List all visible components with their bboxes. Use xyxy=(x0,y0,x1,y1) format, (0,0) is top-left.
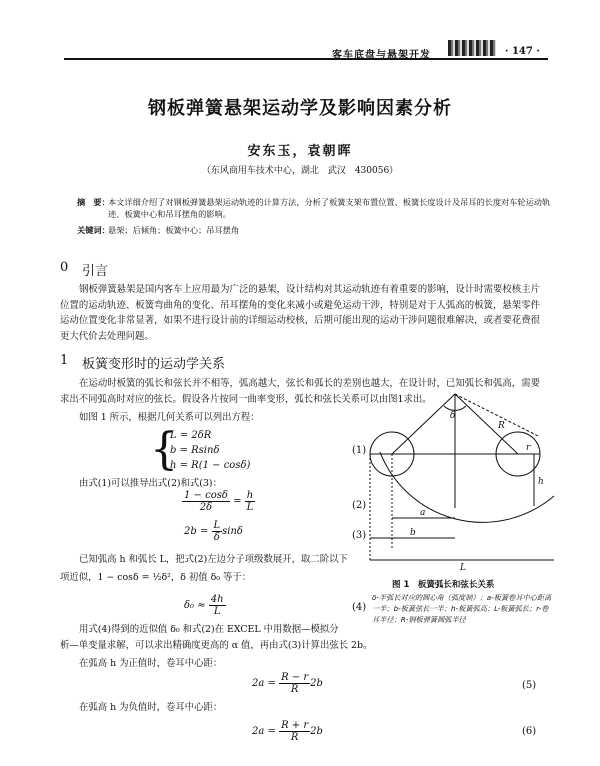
eq2-denominator: 2δ xyxy=(199,502,213,513)
eq6-tail: 2b xyxy=(310,726,323,737)
equation-4 xyxy=(184,594,226,617)
section-1-title: 板簧变形时的运动学关系 xyxy=(82,357,226,372)
eq3-tail: sinδ xyxy=(222,526,243,537)
section-0-title: 引言 xyxy=(82,264,109,279)
spring-arc xyxy=(380,452,554,522)
section-1-paragraph-2: 如图 1 所示，根据几何关系可以列出方程： xyxy=(79,412,260,423)
label-L: L xyxy=(460,563,466,573)
eq5-tail: 2b xyxy=(310,678,323,689)
eq3-lhs: 2b = xyxy=(184,526,209,537)
equation-3 xyxy=(184,520,243,543)
equation-1-brace: { xyxy=(150,424,178,475)
paragraph-3-line-1: 用式(4)得到的近似值 δ₀ 和式(2)在 EXCEL 中用数据—模拟分 xyxy=(79,624,339,635)
authors: 安东玉，袁朝晖 xyxy=(247,144,353,159)
eq2-rhs-denominator: L xyxy=(246,502,254,513)
section-1-paragraph-1: 在运动时板簧的弧长和弦长并不相等，弧高越大，弦长和弧长的差别也越大，在设计时，已知弧长和弧高，需要求出不同弧高时对应的弦长。假设各片按同一曲率变形，弧长和弦长关系可以由图1求出。 xyxy=(60,378,540,405)
eq5-denominator: R xyxy=(290,684,299,695)
abstract-text: 本文详细介绍了对钢板弹簧悬架运动轨迹的计算方法，分析了板簧支架布置位置、板簧长度设计及吊耳的长度对车轮运动轨迹、板簧中心和吊耳摆角的影响。 xyxy=(108,197,551,219)
equation-2 xyxy=(182,490,255,513)
header-ornament xyxy=(448,40,496,56)
paragraph-3-line-2: 析—单变量求解，可以求出精确度更高的 α 值，再由式(3)计算出弦长 2b。 xyxy=(60,640,373,651)
eq3-denominator: δ xyxy=(213,532,220,543)
section-0-number: 0 xyxy=(60,260,69,275)
radius-line-right xyxy=(455,394,518,454)
eq5-lhs: 2a = xyxy=(252,678,276,689)
eq2-equals: = xyxy=(233,496,242,507)
label-a: a xyxy=(420,508,426,518)
approx-line-1: 已知弧高 h 和弧长 L，把式(2)左边分子项级数展开，取二阶以下 xyxy=(79,554,348,565)
running-header-journal: 客车底盘与悬架开发 xyxy=(332,50,431,61)
eq6-numerator: R + r xyxy=(281,720,309,731)
equation-1-line-3: h = R(1 − cosδ) xyxy=(170,460,251,471)
equation-1-number: (1) xyxy=(352,445,367,456)
affiliation: （东风商用车技术中心，湖北 武汉 430056） xyxy=(201,166,399,176)
equation-6-number: (6) xyxy=(522,726,537,737)
eq2-numerator: 1 − cosδ xyxy=(184,490,228,501)
eq4-numerator: 4h xyxy=(210,594,224,605)
equation-1-line-2: b = Rsinδ xyxy=(170,445,220,456)
label-b: b xyxy=(410,528,416,538)
eq4-lhs: δ₀ ≈ xyxy=(184,600,206,611)
section-1-number: 1 xyxy=(60,353,69,368)
eq6-denominator: R xyxy=(290,732,299,743)
keywords-text: 悬架；后倾角；板簧中心；吊耳摆角 xyxy=(108,225,240,235)
label-delta: δ xyxy=(450,411,456,421)
figure-1-caption-title: 图 1 板簧弧长和弦长关系 xyxy=(392,580,495,590)
equation-4-number: (4) xyxy=(352,602,367,613)
derive-text: 由式(1)可以推导出式(2)和式(3)： xyxy=(79,478,222,489)
eq5-numerator: R − r xyxy=(281,672,309,683)
equation-1 xyxy=(170,428,250,473)
eq6-lhs: 2a = xyxy=(252,726,276,737)
section-0-paragraph: 钢板弹簧悬架是国内客车上应用最为广泛的悬架，设计结构对其运动轨迹有着重要的影响，设计时需要校核主片位置的运动轨迹、板簧弯曲角的变化、吊耳摆角的变化来减小或避免运动干涉，特别是对于人弧高的板簧，悬架零件运动位置变化非常显著，如果不进行设计前的详细运动校核，后期可能出现的运动干涉问题很难解决，或者要花费很更大代价去处理问题。 xyxy=(60,284,540,342)
header-rule xyxy=(64,58,548,60)
equation-5-number: (5) xyxy=(522,680,537,691)
page-number: · 147 · xyxy=(505,46,540,57)
figure-1-diagram xyxy=(366,388,556,574)
equation-3-number: (3) xyxy=(352,530,367,541)
radius-line-left xyxy=(392,394,455,454)
label-R: R xyxy=(498,421,505,431)
label-h: h xyxy=(538,477,544,487)
eq4-denominator: L xyxy=(213,606,221,617)
equation-6 xyxy=(252,720,323,743)
eq3-numerator: L xyxy=(213,520,221,531)
approx-line-2: 项近似，1 − cosδ = ½δ²，δ 初值 δ₀ 等于： xyxy=(60,572,252,583)
label-r: r xyxy=(526,443,531,453)
eq2-rhs-numerator: h xyxy=(245,490,256,502)
keywords-label: 关键词： xyxy=(77,225,110,235)
negative-arc-label: 在弧高 h 为负值时，卷耳中心距： xyxy=(79,702,223,713)
paper-title: 钢板弹簧悬架运动学及影响因素分析 xyxy=(148,98,452,119)
abstract-label: 摘 要： xyxy=(77,197,110,207)
equation-1-line-1: L = 2δR xyxy=(170,430,212,441)
equation-5 xyxy=(252,672,323,695)
positive-arc-label: 在弧高 h 为正值时，卷耳中心距： xyxy=(79,658,223,669)
equation-2-number: (2) xyxy=(352,500,367,511)
radius-R-line xyxy=(455,394,538,436)
figure-1-caption-body: δ-半弧长对应的圆心角（弧度制）；a-板簧卷耳中心距离一半；b-板簧弦长一半；h-板簧弧高；L-板簧弧长；r-卷耳半径；R-钢板弹簧圆弧半径 xyxy=(372,593,552,624)
